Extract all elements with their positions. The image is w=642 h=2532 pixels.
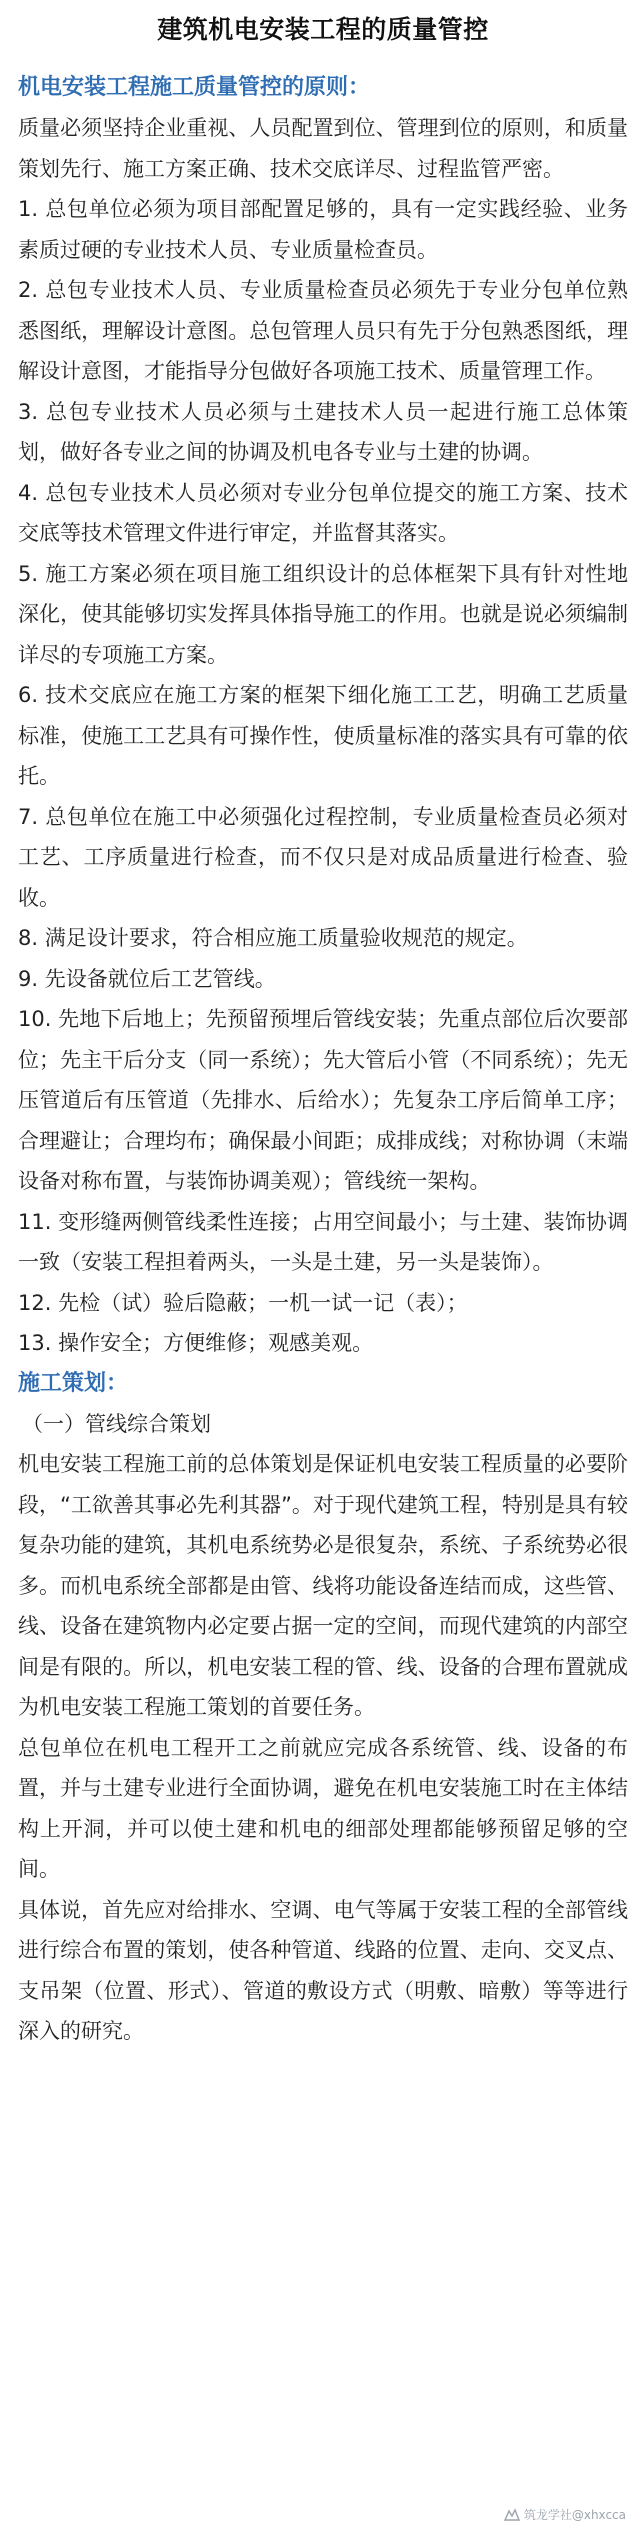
list-item: 3. 总包专业技术人员必须与土建技术人员一起进行施工总体策划，做好各专业之间的协调及机电各专业与土建的协调。 bbox=[18, 399, 628, 464]
section-heading-principles: 机电安装工程施工质量管控的原则： bbox=[18, 75, 371, 100]
subsection-heading: （一）管线综合策划 bbox=[22, 1411, 211, 1436]
list-item: 6. 技术交底应在施工方案的框架下细化施工工艺，明确工艺质量标准，使施工工艺具有可操作性，使质量标准的落实具有可靠的依托。 bbox=[18, 683, 628, 788]
principles-intro: 质量必须坚持企业重视、人员配置到位、管理到位的原则，和质量策划先行、施工方案正确、技术交底详尽、过程监管严密。 bbox=[18, 116, 628, 181]
body-paragraph: 机电安装工程施工前的总体策划是保证机电安装工程质量的必要阶段，“工欲善其事必先利其器”。对于现代建筑工程，特别是具有较复杂功能的建筑，其机电系统势必是很复杂，系统、子系统势必很多。而机电系统全部都是由管、线将功能设备连结而成，这些管、线、设备在建筑物内必定要占据一定的空间，而现代建筑的内部空间是有限的。所以，机电安装工程的管、线、设备的合理布置就成为机电安装工程施工策划的首要任务。 bbox=[18, 1452, 628, 1719]
list-item: 5. 施工方案必须在项目施工组织设计的总体框架下具有针对性地深化，使其能够切实发挥具体指导施工的作用。也就是说必须编制详尽的专项施工方案。 bbox=[18, 561, 628, 667]
section-planning bbox=[18, 1364, 628, 2052]
list-item: 2. 总包专业技术人员、专业质量检查员必须先于专业分包单位熟悉图纸，理解设计意图。总包管理人员只有先于分包熟悉图纸，理解设计意图，才能指导分包做好各项施工技术、质量管理工作。 bbox=[18, 278, 628, 383]
brand-icon bbox=[504, 2508, 520, 2522]
list-item: 4. 总包专业技术人员必须对专业分包单位提交的施工方案、技术交底等技术管理文件进行审定，并监督其落实。 bbox=[18, 480, 628, 545]
list-item: 13. 操作安全；方便维修；观感美观。 bbox=[18, 1331, 374, 1355]
list-item: 9. 先设备就位后工艺管线。 bbox=[18, 966, 276, 991]
body-paragraph: 具体说，首先应对给排水、空调、电气等属于安装工程的全部管线进行综合布置的策划，使各种管道、线路的位置、走向、交叉点、支吊架（位置、形式）、管道的敷设方式（明敷、暗敷）等等进行深入的研究。 bbox=[18, 1897, 628, 2043]
watermark bbox=[500, 2505, 630, 2524]
list-item: 7. 总包单位在施工中必须强化过程控制，专业质量检查员必须对工艺、工序质量进行检查，而不仅只是对成品质量进行检查、验收。 bbox=[18, 804, 628, 910]
list-item: 12. 先检（试）验后隐蔽；一机一试一记（表）； bbox=[18, 1290, 468, 1315]
section-principles bbox=[18, 68, 628, 1364]
list-item: 8. 满足设计要求，符合相应施工质量验收规范的规定。 bbox=[18, 926, 528, 950]
section-heading-planning: 施工策划： bbox=[18, 1370, 129, 1396]
watermark-text: 筑龙学社@xhxcca bbox=[523, 2508, 626, 2522]
body-paragraph: 总包单位在机电工程开工之前就应完成各系统管、线、设备的布置，并与土建专业进行全面协调，避免在机电安装施工时在主体结构上开洞，并可以使土建和机电的细部处理都能够预留足够的空间。 bbox=[18, 1735, 628, 1881]
list-item: 1. 总包单位必须为项目部配置足够的，具有一定实践经验、业务素质过硬的专业技术人员、专业质量检查员。 bbox=[18, 197, 628, 262]
page-title: 建筑机电安装工程的质量管控 bbox=[157, 15, 489, 44]
list-item: 11. 变形缝两侧管线柔性连接；占用空间最小；与土建、装饰协调一致（安装工程担着两头，一头是土建，另一头是装饰）。 bbox=[18, 1209, 628, 1274]
list-item: 10. 先地下后地上；先预留预埋后管线安装；先重点部位后次要部位；先主干后分支（同一系统）；先大管后小管（不同系统）；先无压管道后有压管道（先排水、后给水）；先复杂工序后简单工序；合理避让；合理均布；确保最小间距；成排成线；对称协调（末端设备对称布置，与装饰协调美观）；管线统一架构。 bbox=[18, 1007, 628, 1193]
